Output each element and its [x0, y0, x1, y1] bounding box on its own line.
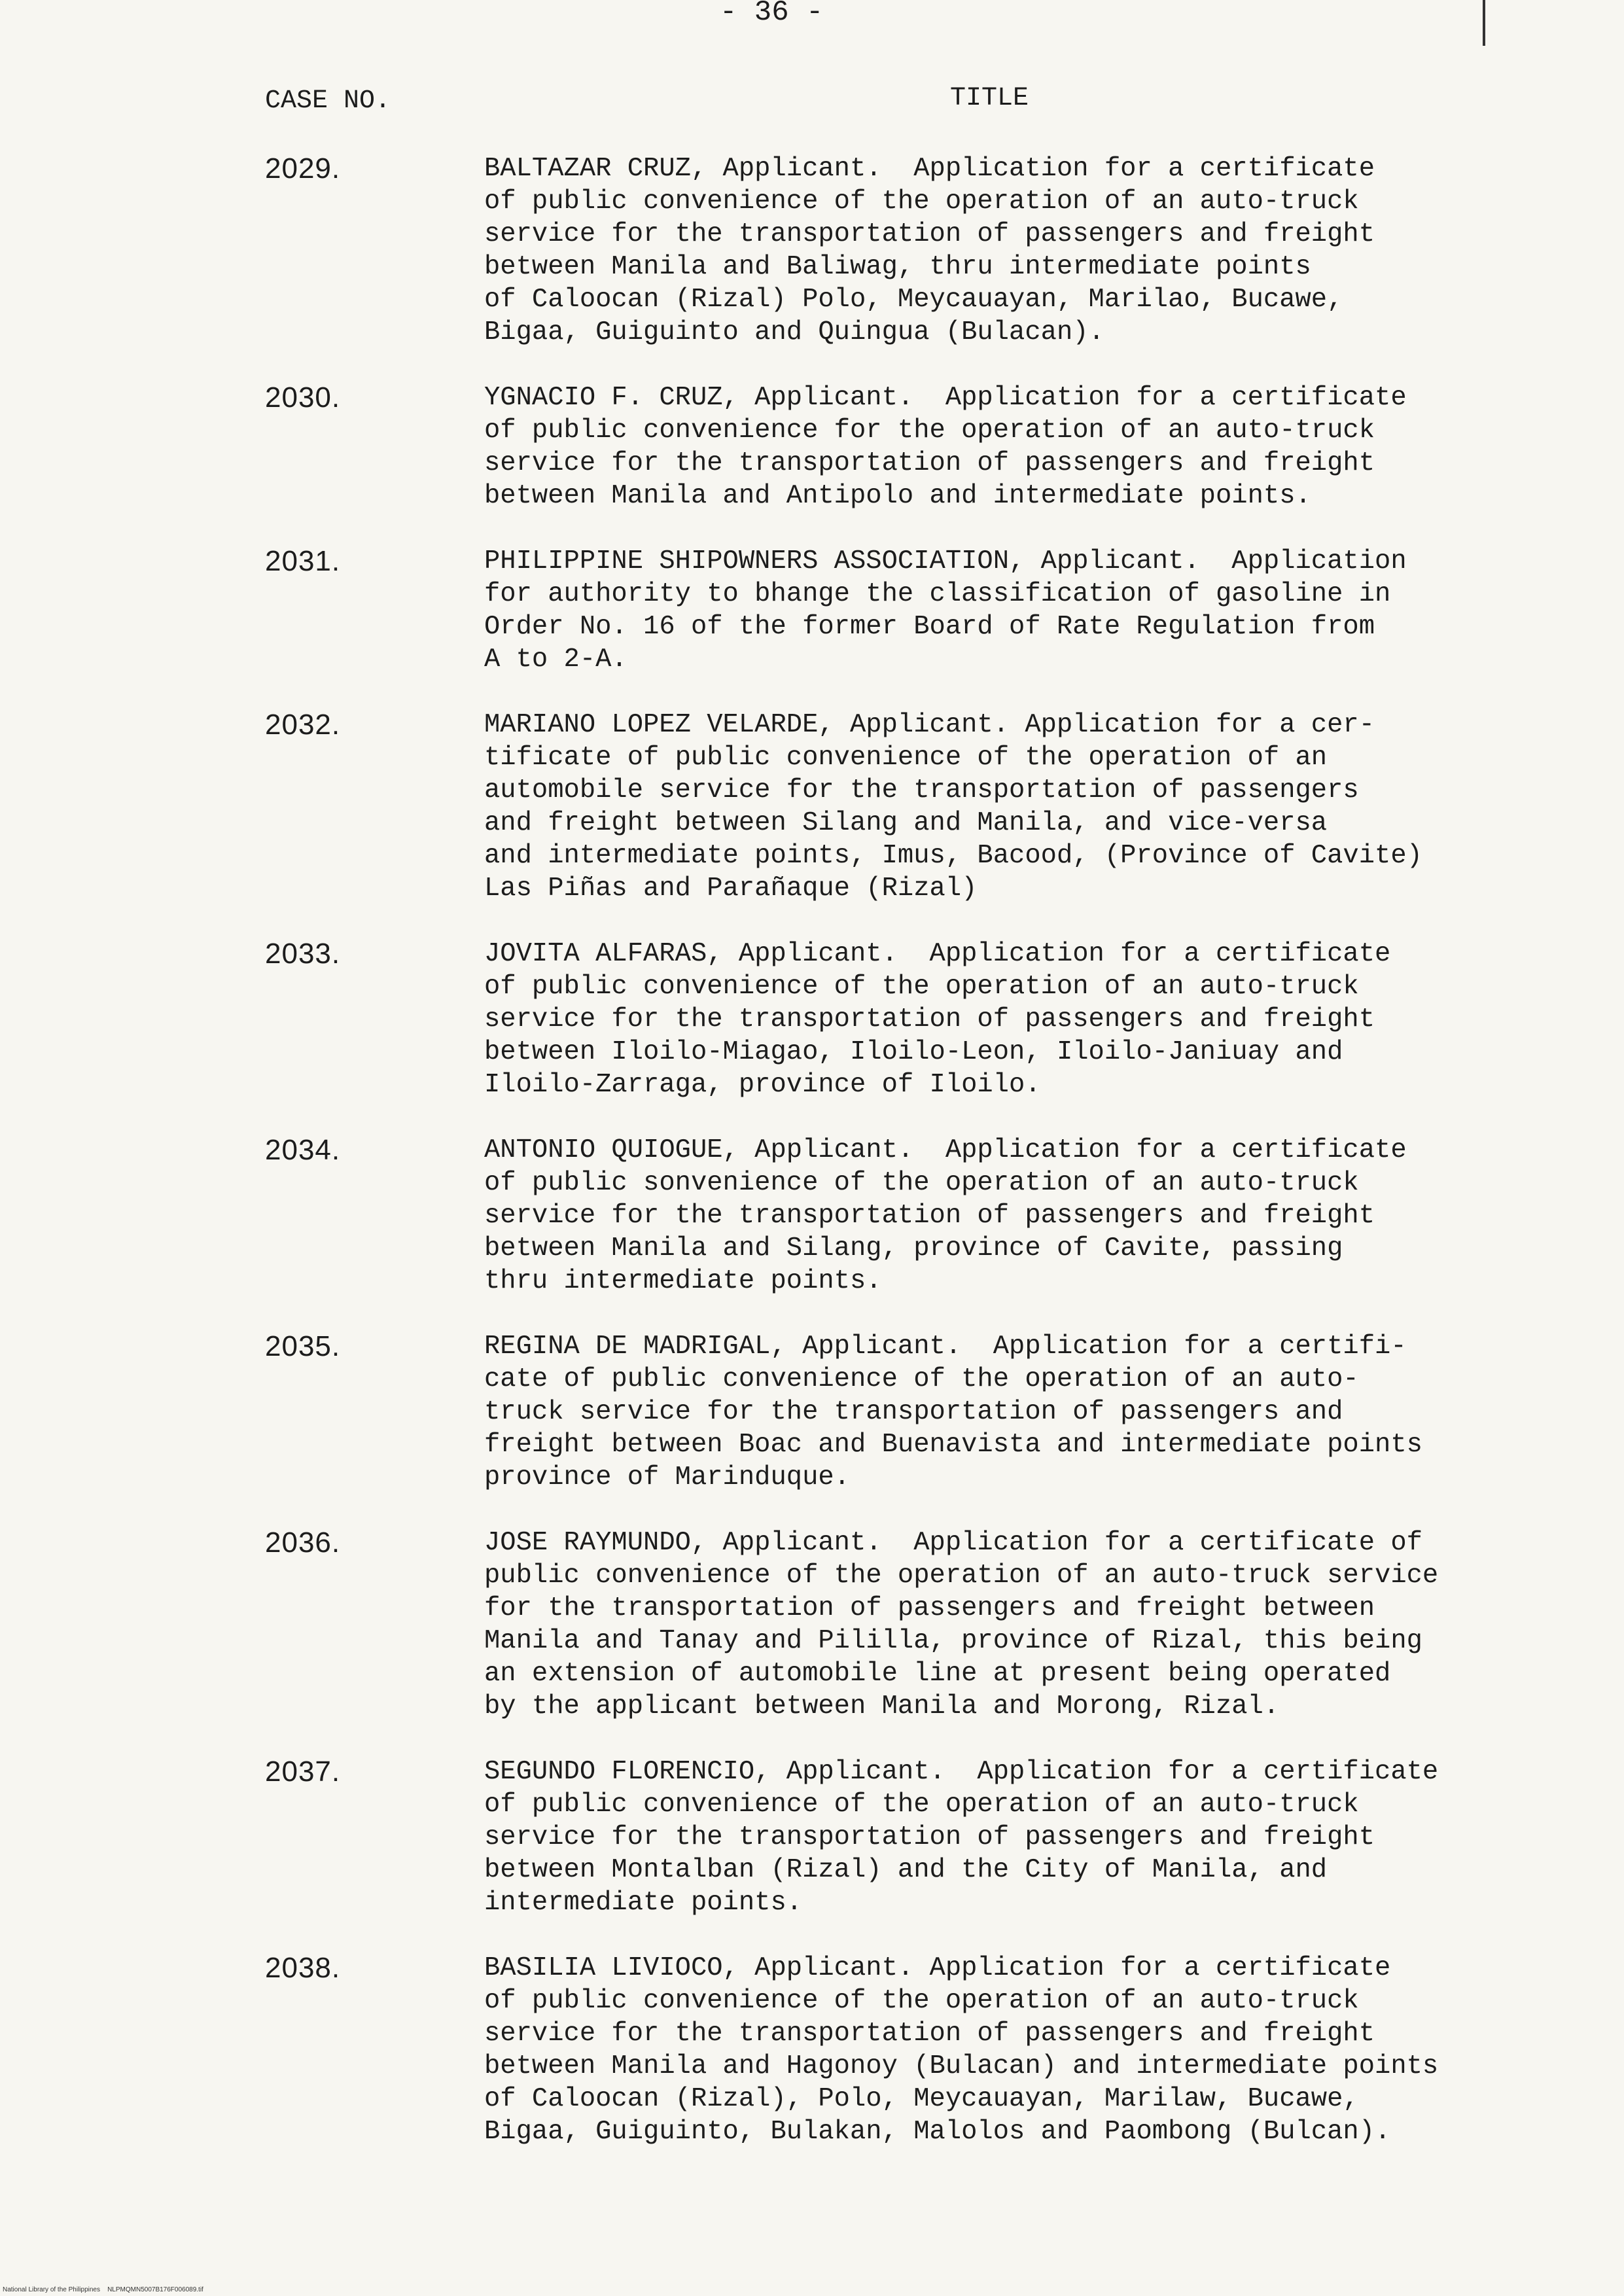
- case-number: 2033.: [265, 938, 341, 970]
- text-line: between Manila and Baliwag, thru intermediate points: [484, 252, 1311, 282]
- text-line: REGINA DE MADRIGAL, Applicant. Application for a certifi-: [484, 1332, 1407, 1362]
- text-line: of public convenience of the operation of an auto-truck: [484, 186, 1359, 217]
- text-line: between Manila and Antipolo and intermediate points.: [484, 481, 1311, 511]
- case-number: 2029.: [265, 152, 341, 185]
- case-title: [484, 381, 1557, 512]
- text-line: automobile service for the transportation of passengers: [484, 775, 1359, 805]
- text-line: between Montalban (Rizal) and the City of Manila, and: [484, 1855, 1328, 1885]
- case-number: 2032.: [265, 709, 341, 741]
- text-line: Manila and Tanay and Pililla, province of Rizal, this being: [484, 1626, 1422, 1656]
- text-line: freight between Boac and Buenavista and intermediate points: [484, 1430, 1422, 1460]
- text-line: between Iloilo-Miagao, Iloilo-Leon, Iloilo-Janiuay and: [484, 1037, 1343, 1067]
- text-line: of Caloocan (Rizal) Polo, Meycauayan, Marilao, Bucawe,: [484, 285, 1343, 315]
- text-line: truck service for the transportation of passengers and: [484, 1397, 1343, 1427]
- column-header-title: TITLE: [950, 84, 1029, 113]
- text-line: service for the transportation of passengers and freight: [484, 219, 1375, 249]
- text-line: BASILIA LIVIOCO, Applicant. Application for a certificate: [484, 1953, 1391, 1983]
- text-line: of public convenience of the operation of an auto-truck: [484, 1790, 1359, 1820]
- text-line: by the applicant between Manila and Morong, Rizal.: [484, 1691, 1280, 1722]
- text-line: service for the transportation of passengers and freight: [484, 1201, 1375, 1231]
- case-title: [484, 1527, 1557, 1723]
- text-line: an extension of automobile line at present being operated: [484, 1659, 1391, 1689]
- text-line: public convenience of the operation of an auto-truck service: [484, 1561, 1439, 1591]
- text-line: of public convenience for the operation of an auto-truck: [484, 415, 1375, 446]
- case-title: [484, 938, 1557, 1101]
- scan-source-caption: National Library of the Philippines NLPMQMN5007B176F006089.tif: [3, 2286, 203, 2293]
- text-line: cate of public convenience of the operation of an auto-: [484, 1364, 1359, 1394]
- text-line: service for the transportation of passengers and freight: [484, 448, 1375, 478]
- text-line: of Caloocan (Rizal), Polo, Meycauayan, Marilaw, Bucawe,: [484, 2084, 1359, 2114]
- case-number: 2030.: [265, 381, 341, 414]
- case-number: 2038.: [265, 1952, 341, 1984]
- text-line: PHILIPPINE SHIPOWNERS ASSOCIATION, Applicant. Application: [484, 546, 1407, 576]
- case-title: [484, 1134, 1557, 1298]
- text-line: JOVITA ALFARAS, Applicant. Application for a certificate: [484, 939, 1391, 969]
- text-line: MARIANO LOPEZ VELARDE, Applicant. Application for a cer-: [484, 710, 1375, 740]
- case-title: [484, 1330, 1557, 1494]
- text-line: Bigaa, Guiguinto and Quingua (Bulacan).: [484, 317, 1104, 347]
- text-line: SEGUNDO FLORENCIO, Applicant. Application for a certificate: [484, 1757, 1439, 1787]
- case-title: [484, 545, 1557, 676]
- column-header-case-no: CASE NO.: [265, 86, 391, 116]
- text-line: service for the transportation of passengers and freight: [484, 2019, 1375, 2049]
- text-line: A to 2-A.: [484, 645, 627, 675]
- text-line: of public sonvenience of the operation of an auto-truck: [484, 1168, 1359, 1198]
- text-line: Las Piñas and Parañaque (Rizal): [484, 874, 978, 904]
- case-number: 2035.: [265, 1330, 341, 1362]
- text-line: service for the transportation of passengers and freight: [484, 1004, 1375, 1034]
- text-line: province of Marinduque.: [484, 1462, 850, 1492]
- text-line: BALTAZAR CRUZ, Applicant. Application for a certificate: [484, 154, 1375, 184]
- text-line: and intermediate points, Imus, Bacood, (Province of Cavite): [484, 841, 1422, 871]
- text-line: of public convenience of the operation of an auto-truck: [484, 972, 1359, 1002]
- case-number: 2031.: [265, 545, 341, 577]
- text-line: and freight between Silang and Manila, and vice-versa: [484, 808, 1328, 838]
- text-line: thru intermediate points.: [484, 1266, 882, 1296]
- case-number: 2036.: [265, 1527, 341, 1559]
- text-line: service for the transportation of passengers and freight: [484, 1822, 1375, 1852]
- text-line: between Manila and Silang, province of Cavite, passing: [484, 1233, 1343, 1263]
- case-title: [484, 1952, 1557, 2148]
- text-line: of public convenience of the operation of an auto-truck: [484, 1986, 1359, 2016]
- text-line: Order No. 16 of the former Board of Rate Regulation from: [484, 612, 1375, 642]
- page-number: - 36 -: [720, 0, 824, 29]
- case-number: 2037.: [265, 1756, 341, 1788]
- text-line: intermediate points.: [484, 1888, 803, 1918]
- case-title: [484, 709, 1557, 905]
- text-line: Iloilo-Zarraga, province of Iloilo.: [484, 1070, 1041, 1100]
- text-line: tificate of public convenience of the operation of an: [484, 743, 1328, 773]
- scan-edge-mark: [1483, 0, 1485, 46]
- text-line: YGNACIO F. CRUZ, Applicant. Application for a certificate: [484, 383, 1407, 413]
- text-line: ANTONIO QUIOGUE, Applicant. Application for a certificate: [484, 1135, 1407, 1165]
- text-line: between Manila and Hagonoy (Bulacan) and intermediate points: [484, 2051, 1439, 2081]
- text-line: for the transportation of passengers and freight between: [484, 1593, 1375, 1623]
- text-line: JOSE RAYMUNDO, Applicant. Application for a certificate of: [484, 1528, 1422, 1558]
- text-line: Bigaa, Guiguinto, Bulakan, Malolos and Paombong (Bulcan).: [484, 2117, 1391, 2147]
- case-title: [484, 1756, 1557, 1919]
- case-number: 2034.: [265, 1134, 341, 1166]
- case-title: [484, 152, 1557, 349]
- text-line: for authority to bhange the classification of gasoline in: [484, 579, 1391, 609]
